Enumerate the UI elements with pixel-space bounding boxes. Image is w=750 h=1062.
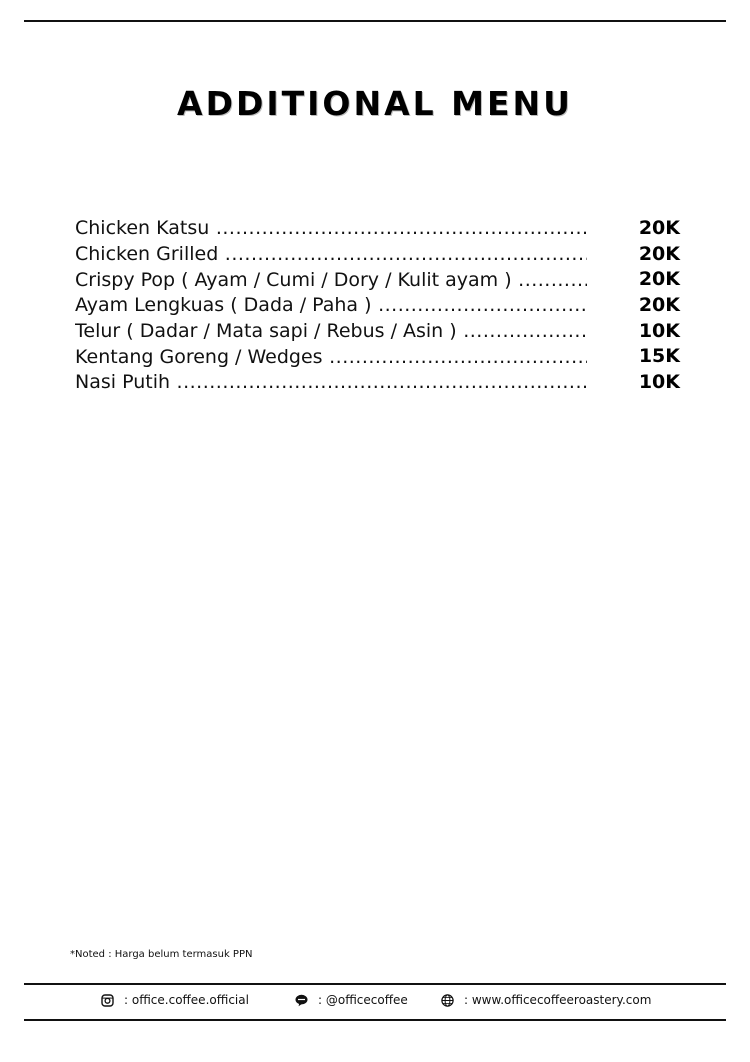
menu-item-price: 10K bbox=[638, 371, 680, 394]
menu-item-price: 20K bbox=[638, 217, 680, 239]
menu-item-price: 20K bbox=[638, 294, 680, 317]
menu-item bbox=[75, 267, 680, 293]
menu-item-price: 10K bbox=[638, 319, 680, 342]
menu-item-price: 20K bbox=[638, 268, 680, 291]
line-contact[interactable] bbox=[295, 993, 408, 1007]
tax-note: *Noted : Harga belum termasuk PPN bbox=[70, 949, 253, 960]
instagram-contact[interactable] bbox=[101, 993, 249, 1007]
footer-contacts bbox=[0, 991, 750, 1013]
bottom-divider bbox=[24, 1019, 726, 1021]
menu-item-name: Chicken Grilled ..... bbox=[75, 242, 587, 267]
menu-item bbox=[75, 242, 680, 268]
instagram-handle: : office.coffee.official bbox=[124, 993, 249, 1007]
menu-item-name: Kentang Goreng / Wedges ..... bbox=[75, 345, 587, 370]
menu-item-name: Nasi Putih ..... bbox=[75, 370, 587, 395]
globe-icon bbox=[441, 994, 454, 1007]
footer-top-divider bbox=[24, 983, 726, 985]
menu-item-name: Chicken Katsu ..... bbox=[75, 216, 587, 241]
menu-item-name: Telur ( Dadar / Mata sapi / Rebus / Asin ) ..... bbox=[75, 319, 587, 344]
menu-list bbox=[75, 216, 680, 396]
menu-item bbox=[75, 319, 680, 345]
page-title: ADDITIONAL MENU bbox=[177, 84, 573, 123]
line-handle: : @officecoffee bbox=[318, 993, 408, 1007]
menu-item-name: Crispy Pop ( Ayam / Cumi / Dory / Kulit ayam ) ..... bbox=[75, 268, 587, 293]
website-url: : www.officecoffeeroastery.com bbox=[464, 993, 652, 1007]
menu-item-name: Ayam Lengkuas ( Dada / Paha ) ..... bbox=[75, 293, 587, 318]
menu-item-price: 20K bbox=[638, 242, 680, 265]
instagram-icon bbox=[101, 994, 114, 1007]
menu-item bbox=[75, 344, 680, 370]
menu-item bbox=[75, 370, 680, 396]
top-divider bbox=[24, 20, 726, 22]
line-chat-icon bbox=[295, 994, 308, 1007]
menu-item-price: 15K bbox=[638, 345, 680, 368]
website-contact[interactable] bbox=[441, 993, 651, 1007]
menu-item bbox=[75, 293, 680, 319]
menu-item bbox=[75, 216, 680, 242]
